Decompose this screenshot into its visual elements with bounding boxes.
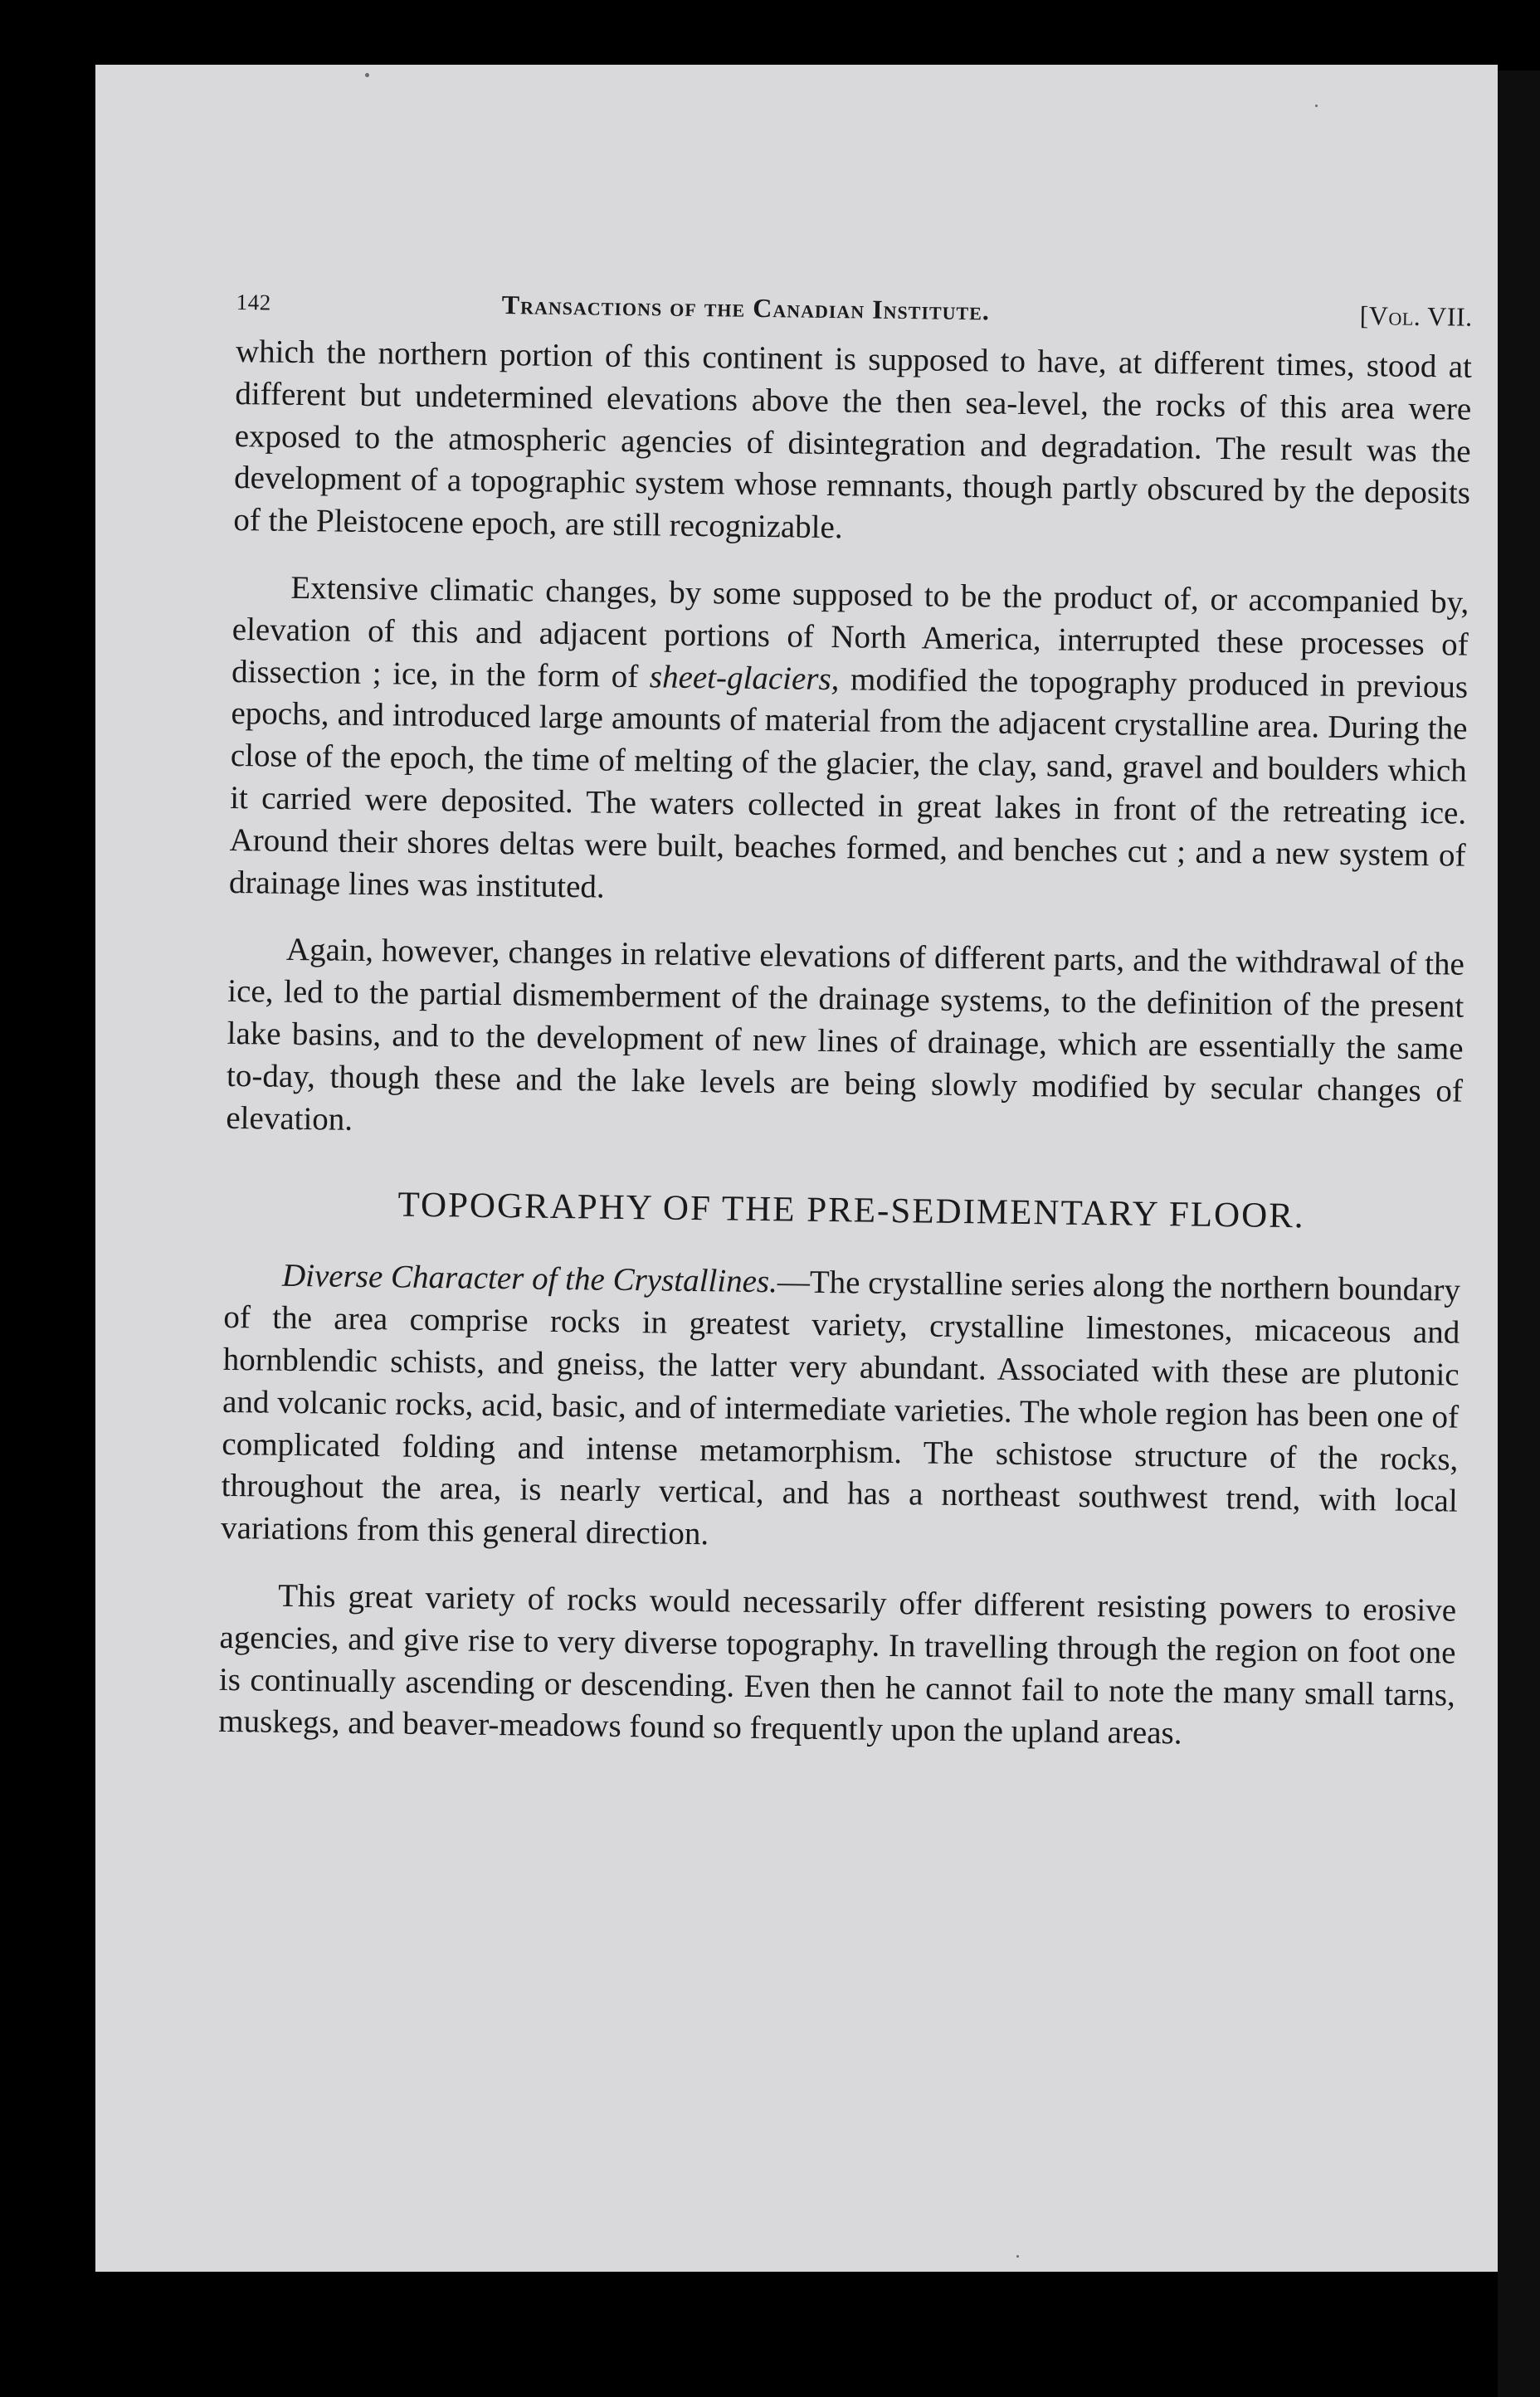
page-number: 142 xyxy=(236,289,271,315)
page-text xyxy=(218,286,1473,1759)
paragraph-1: which the northern portion of this continent is supposed to have, at different times, stood at different but undetermined elevations above the then sea-level, the rocks of this area were exposed to the atmospheric agencies of disintegration and degradation. The result was the development of a topographic system whose remnants, though partly obscured by the deposits of the Pleistocene epoch, are still recognizable. xyxy=(233,333,1473,546)
paragraph-4 xyxy=(221,1255,1460,1565)
paragraph-3: Again, however, changes in relative elevations of different parts, and the withdrawal of the ice, led to the partial dismemberment of the drainage systems, to the definition of the present lake basins, and to the development of new lines of drainage, which are essentially the same to-day, though these and the lake levels are being slowly modified by secular changes of elevation. xyxy=(226,932,1465,1138)
journal-title: Transactions of the Canadian Institute. xyxy=(501,290,991,326)
paragraph-4-subheading: Diverse Character of the Crystallines. xyxy=(281,1258,778,1300)
paragraph-2 xyxy=(229,567,1469,919)
paper-speck xyxy=(1016,2255,1019,2258)
paragraph-5: This great variety of rocks would necessarily offer different resisting powers to erosive agencies, and give rise to very diverse topography. In travelling through the region on foot one is continually ascending or descending. Even then he cannot fail to note the many small tarns, muskegs, and beaver-meadows found so frequently upon the upland areas. xyxy=(217,1577,1457,1751)
paper-speck xyxy=(365,73,369,77)
paragraph-2-italic-term: sheet-glaciers, xyxy=(649,658,840,697)
volume-label: [Vol. VII. xyxy=(1359,300,1473,332)
paragraph-2-text-a: Extensive climatic changes, by some supposed to be the product of, or accompanied by, elevation of this and adjacent portions of North America, interrupted these processes of dissection ; ice, in the form of xyxy=(231,569,1469,694)
paper-speck xyxy=(1315,105,1318,107)
section-heading: TOPOGRAPHY OF THE PRE-SEDIMENTARY FLOOR. xyxy=(397,1185,1305,1236)
paragraph-4-text: —The crystalline series along the northern boundary of the area comprise rocks in greatest variety, crystalline limestones, micaceous and hornblendic schists, and gneiss, the latter very abundant. Associated with these are plutonic and volcanic rocks, acid, basic, and of intermediate varieties. The whole region has been one of complicated folding and intense metamorphism. The schistose structure of the rocks, throughout the area, is nearly vertical, and has a northeast southwest trend, with local variations from this general direction. xyxy=(220,1264,1461,1552)
scan-right-edge xyxy=(1498,71,1540,2397)
paragraph-2-text-b: modified the topography produced in previous epochs, and introduced large amounts of material from the adjacent crystalline area. During the close of the epoch, the time of melting of the glacier, the clay, sand, gravel and boulders which it carried were deposited. The waters collected in great lakes in front of the retreating ice. Around their shores deltas were built, beaches formed, and benches cut ; and a new system of drainage lines was instituted. xyxy=(228,660,1469,905)
